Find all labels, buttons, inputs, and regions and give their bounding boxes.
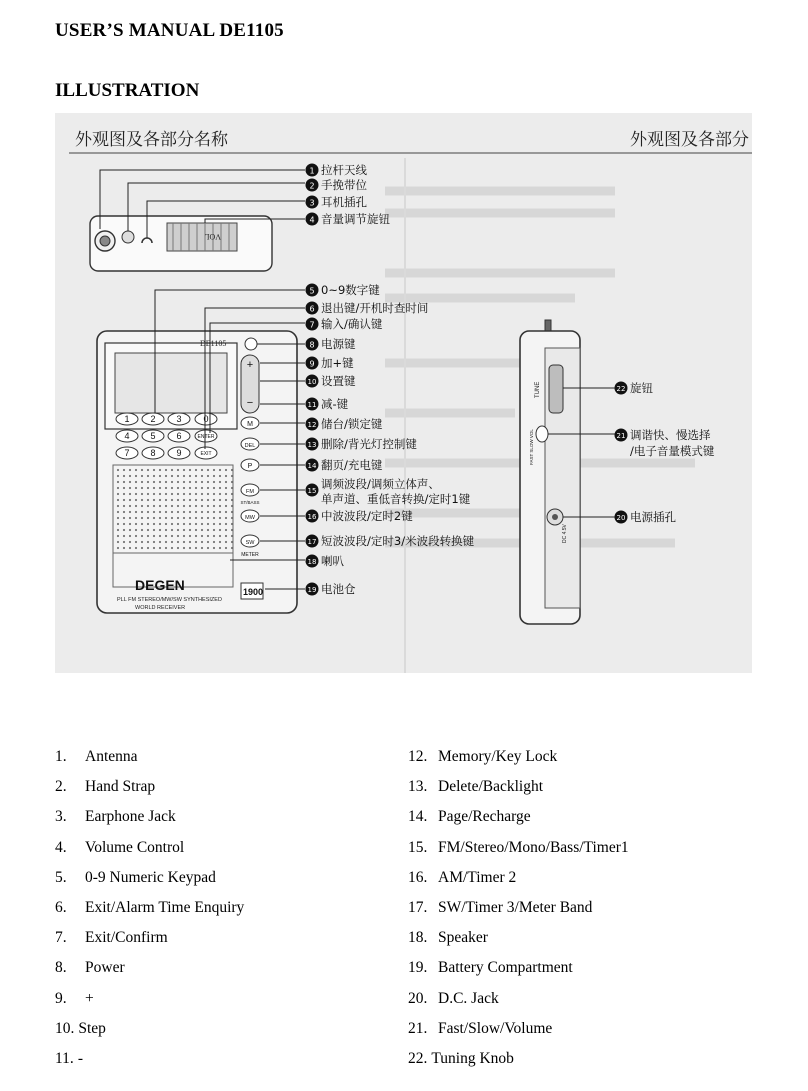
speaker-grille [113, 465, 233, 563]
svg-text:16: 16 [307, 513, 317, 521]
svg-text:喇叭: 喇叭 [321, 554, 344, 568]
callouts-left [306, 163, 475, 596]
svg-text:耳机插孔: 耳机插孔 [321, 195, 367, 209]
svg-text:电池仓: 电池仓 [321, 582, 356, 596]
svg-text:退出键/开机时查时间: 退出键/开机时查时间 [321, 301, 429, 315]
key-enter: ENTER [197, 434, 215, 440]
svg-text:6: 6 [309, 304, 315, 314]
callout-10 [306, 374, 356, 388]
legend-right [408, 742, 629, 1074]
side-caption-meter: METER [241, 552, 259, 558]
legend-item: 4. Volume Control [55, 838, 185, 856]
legend-item: 3. Earphone Jack [55, 808, 176, 826]
svg-text:调谐快、慢选择: 调谐快、慢选择 [630, 428, 711, 442]
callout-15 [306, 477, 471, 506]
svg-text:5: 5 [309, 286, 315, 296]
svg-text:11: 11 [307, 401, 317, 409]
legend-item: 11. - [55, 1050, 83, 1068]
legend-item: 17. SW/Timer 3/Meter Band [408, 899, 593, 917]
legend-item: 13. Delete/Backlight [408, 778, 544, 796]
legend-item: 1. Antenna [55, 748, 138, 765]
svg-text:调频波段/调频立体声、: 调频波段/调频立体声、 [321, 477, 440, 491]
key-9: 9 [176, 448, 182, 458]
key-6: 6 [176, 431, 182, 441]
tune-label: TUNE [535, 381, 541, 398]
vol-label: VOL [204, 232, 221, 241]
callout-9 [306, 356, 355, 370]
legend-item: 8. Power [55, 959, 125, 977]
svg-text:电源键: 电源键 [321, 337, 356, 351]
scan-header-right: 外观图及各部分 [630, 130, 749, 150]
legend-item: 15. FM/Stereo/Mono/Bass/Timer1 [408, 838, 629, 856]
callouts-right [615, 381, 715, 524]
side-key-m: M [247, 421, 253, 428]
badge: 1900 [243, 587, 264, 597]
legend-item: 12. Memory/Key Lock [408, 748, 558, 765]
tuning-knob [549, 365, 563, 413]
svg-text:电源插孔: 电源插孔 [630, 510, 676, 524]
callout-2 [306, 178, 368, 192]
illustration-drawing [55, 113, 752, 673]
fast-slow-label: FAST SLOW VOL [529, 429, 534, 465]
legend-item: 9. + [55, 989, 94, 1007]
side-key-sw: SW [245, 540, 255, 546]
svg-text:短波波段/定时3/米波段转换键: 短波波段/定时3/米波段转换键 [321, 534, 475, 548]
key-exit: EXIT [200, 451, 212, 457]
side-caption-fm: ST/BASS [240, 500, 260, 505]
svg-text:减-键: 减-键 [321, 397, 349, 411]
svg-text:手挽带位: 手挽带位 [321, 178, 367, 192]
volume-wheel [167, 223, 237, 251]
key-7: 7 [124, 448, 130, 458]
svg-text:21: 21 [616, 432, 626, 440]
callout-22 [615, 381, 654, 395]
svg-text:1: 1 [309, 166, 315, 176]
strap-hole [122, 231, 134, 243]
legend-item: 19. Battery Compartment [408, 959, 573, 977]
svg-text:−: − [246, 397, 254, 409]
callout-4 [306, 212, 391, 226]
legend-item: 5. 0-9 Numeric Keypad [55, 868, 216, 886]
callout-12 [306, 417, 383, 431]
svg-text:3: 3 [309, 198, 315, 208]
legend-item: 10. Step [55, 1019, 106, 1037]
legend-item: 18. Speaker [408, 929, 488, 947]
svg-text:4: 4 [309, 215, 315, 225]
key-2: 2 [150, 414, 156, 424]
svg-text:17: 17 [307, 538, 317, 546]
callout-20 [615, 510, 677, 524]
svg-text:储台/锁定键: 储台/锁定键 [321, 417, 383, 431]
svg-text:19: 19 [307, 586, 317, 594]
callout-18 [306, 554, 345, 568]
key-4: 4 [124, 431, 130, 441]
section-heading: ILLUSTRATION [55, 80, 200, 101]
fast-slow-button [536, 426, 548, 442]
svg-text:22: 22 [616, 385, 626, 393]
power-icon [245, 338, 257, 350]
key-0: 0 [203, 414, 209, 424]
legend-item: 14. Page/Recharge [408, 808, 531, 826]
svg-text:0~9数字键: 0~9数字键 [321, 283, 380, 297]
callout-19 [306, 582, 356, 596]
legend-item: 6. Exit/Alarm Time Enquiry [55, 899, 245, 917]
callout-11 [306, 397, 349, 411]
side-key-p: P [247, 463, 253, 470]
legend-left [55, 742, 244, 1074]
legend-item: 16. AM/Timer 2 [408, 868, 517, 886]
callout-7 [306, 317, 383, 331]
device-model: DE1105 [200, 339, 227, 348]
callout-21 [615, 428, 715, 458]
svg-text:加+键: 加+键 [321, 356, 354, 370]
svg-text:14: 14 [307, 462, 317, 470]
svg-text:删除/背光灯控制键: 删除/背光灯控制键 [321, 437, 417, 451]
callout-13 [306, 437, 418, 451]
device-top-view [90, 216, 272, 271]
svg-text:音量调节旋钮: 音量调节旋钮 [321, 212, 390, 226]
key-5: 5 [150, 431, 156, 441]
svg-text:输入/确认键: 输入/确认键 [321, 317, 383, 331]
side-key-del: DEL [244, 443, 256, 449]
brand-logo: DEGEN [135, 577, 185, 593]
brand-subline-1: PLL FM STEREO/MW/SW SYNTHESIZED [117, 597, 222, 603]
svg-text:单声道、重低音转换/定时1键: 单声道、重低音转换/定时1键 [321, 492, 471, 506]
callout-14 [306, 458, 383, 472]
key-1: 1 [124, 414, 130, 424]
svg-text:15: 15 [307, 487, 317, 495]
brand-subline-2: WORLD RECEIVER [135, 605, 186, 611]
callout-1 [306, 163, 368, 177]
svg-text:10: 10 [307, 378, 317, 386]
svg-text:2: 2 [309, 181, 315, 191]
callout-16 [306, 509, 414, 523]
svg-text:12: 12 [307, 421, 317, 429]
svg-text:/电子音量模式键: /电子音量模式键 [630, 444, 715, 458]
svg-text:中波波段/定时2键: 中波波段/定时2键 [321, 509, 413, 523]
svg-text:18: 18 [307, 558, 317, 566]
key-8: 8 [150, 448, 156, 458]
document-title: USER’S MANUAL DE1105 [55, 20, 284, 41]
legend-item: 2. Hand Strap [55, 778, 156, 796]
antenna-tip [545, 320, 551, 331]
svg-text:7: 7 [309, 320, 315, 330]
legend-item: 20. D.C. Jack [408, 989, 499, 1007]
svg-text:9: 9 [309, 359, 315, 369]
svg-text:设置键: 设置键 [321, 374, 356, 388]
key-3: 3 [176, 414, 182, 424]
callout-6 [306, 301, 429, 315]
legend-item: 21. Fast/Slow/Volume [408, 1019, 553, 1037]
device-front-view [97, 331, 297, 613]
callout-5 [306, 283, 381, 297]
svg-text:8: 8 [309, 340, 315, 350]
svg-text:20: 20 [616, 514, 626, 522]
scan-header-left: 外观图及各部分名称 [75, 130, 228, 150]
svg-text:拉杆天线: 拉杆天线 [321, 163, 367, 177]
illustration-scan [55, 113, 752, 673]
side-key-mw: MW [245, 515, 255, 521]
callout-17 [306, 534, 475, 548]
callout-8 [306, 337, 356, 351]
dc-label: DC 4.5V [562, 524, 568, 543]
side-key-fm: FM [246, 489, 254, 495]
svg-text:旋钮: 旋钮 [630, 381, 653, 395]
legend-item: 22. Tuning Knob [408, 1050, 514, 1068]
callout-3 [306, 195, 368, 209]
legend-item: 7. Exit/Confirm [55, 929, 168, 947]
svg-text:+: + [246, 359, 254, 371]
svg-text:翻页/充电键: 翻页/充电键 [321, 458, 383, 472]
device-side-view [520, 320, 580, 624]
svg-text:13: 13 [307, 441, 317, 449]
